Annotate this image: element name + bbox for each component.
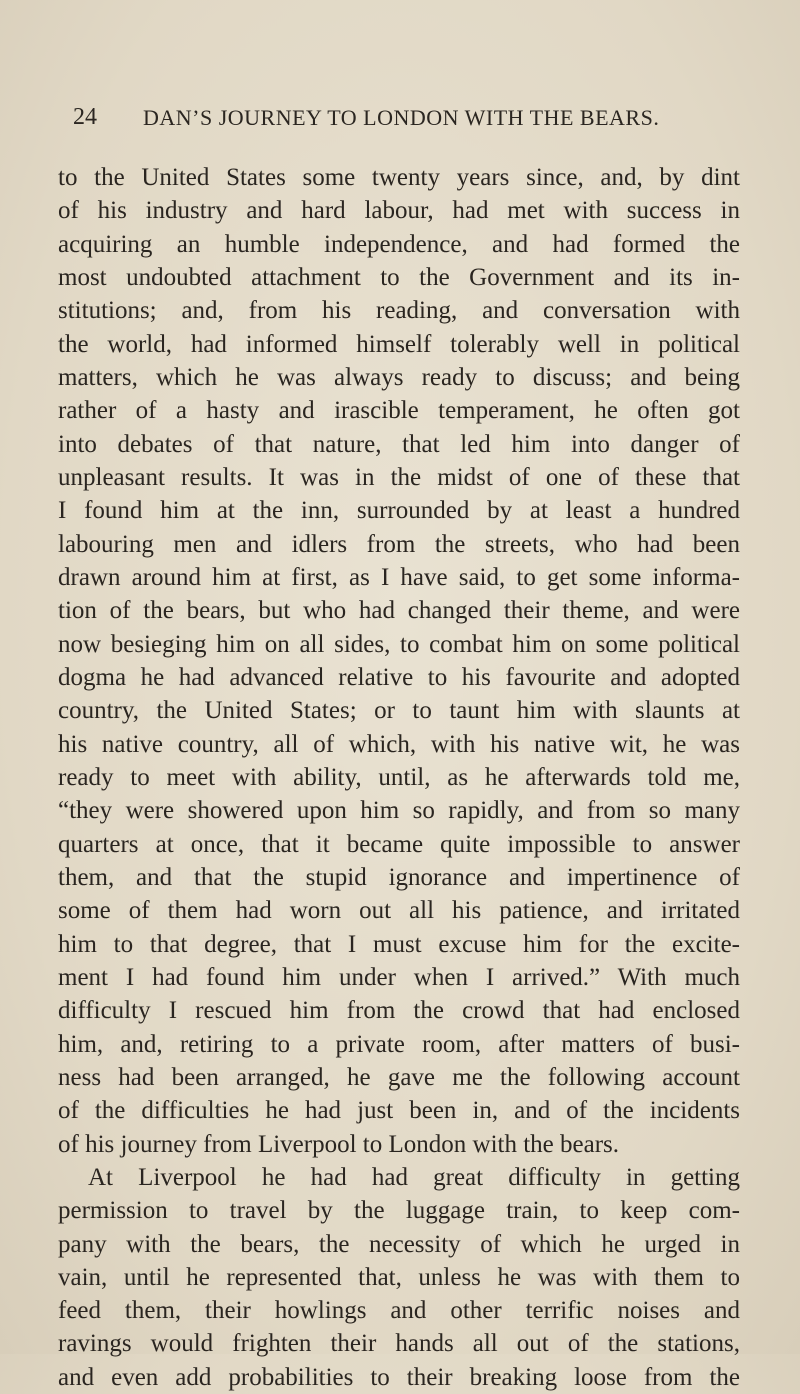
text-line: I found him at the inn, surrounded by at least a hundred [58, 497, 740, 525]
text-line: of his journey from Liverpool to London with the bears. [58, 1130, 619, 1158]
text-line: quarters at once, that it became quite impossible to answer [58, 830, 740, 858]
text-line: unpleasant results. It was in the midst of one of these that [58, 463, 740, 491]
text-line: ravings would frighten their hands all out of the stations, [58, 1330, 740, 1358]
text-line: tion of the bears, but who had changed their theme, and were [58, 597, 740, 625]
text-line: ready to meet with ability, until, as he afterwards told me, [58, 763, 740, 791]
text-line: him to that degree, that I must excuse him for the excite- [58, 930, 740, 958]
running-title: DAN’S JOURNEY TO LONDON WITH THE BEARS. [143, 105, 660, 130]
text-line: permission to travel by the luggage train, to keep com- [58, 1197, 740, 1225]
text-line: his native country, all of which, with his native wit, he was [58, 730, 740, 758]
running-header [73, 104, 773, 138]
text-line: stitutions; and, from his reading, and conversation with [58, 297, 740, 325]
text-line: acquiring an humble independence, and had formed the [58, 230, 740, 258]
text-line: him, and, retiring to a private room, after matters of busi- [58, 1030, 740, 1058]
page-number: 24 [73, 104, 97, 130]
text-line: country, the United States; or to taunt him with slaunts at [58, 697, 740, 725]
text-line: drawn around him at first, as I have said, to get some informa- [58, 563, 740, 591]
text-line: matters, which he was always ready to discuss; and being [58, 363, 740, 391]
text-line: to the United States some twenty years since, and, by dint [58, 164, 740, 191]
text-line: some of them had worn out all his patience, and irritated [58, 897, 740, 925]
text-line: into debates of that nature, that led him into danger of [58, 430, 740, 458]
text-line: and even add probabilities to their breaking loose from the [58, 1363, 740, 1391]
text-line: vain, until he represented that, unless he was with them to [58, 1263, 740, 1291]
text-line: feed them, their howlings and other terrific noises and [58, 1297, 740, 1325]
text-line: them, and that the stupid ignorance and impertinence of [58, 863, 740, 891]
text-line: dogma he had advanced relative to his favourite and adopted [58, 663, 740, 691]
body-text [58, 161, 740, 1394]
text-line: now besieging him on all sides, to combat him on some political [58, 630, 740, 658]
text-line: of his industry and hard labour, had met with success in [58, 197, 740, 225]
text-line: “they were showered upon him so rapidly, and from so many [58, 797, 740, 825]
text-line: the world, had informed himself tolerably well in political [58, 330, 740, 358]
text-line: ment I had found him under when I arrived.” With much [58, 963, 740, 991]
text-line: difficulty I rescued him from the crowd that had enclosed [58, 997, 740, 1025]
text-line: of the difficulties he had just been in, and of the incidents [58, 1097, 740, 1125]
text-line: At Liverpool he had had great difficulty in getting [88, 1163, 740, 1191]
text-line: rather of a hasty and irascible temperament, he often got [58, 397, 740, 425]
text-line: ness had been arranged, he gave me the following account [58, 1063, 740, 1091]
text-line: labouring men and idlers from the streets, who had been [58, 530, 740, 558]
text-line: most undoubted attachment to the Government and its in- [58, 263, 740, 291]
text-line: pany with the bears, the necessity of which he urged in [58, 1230, 740, 1258]
